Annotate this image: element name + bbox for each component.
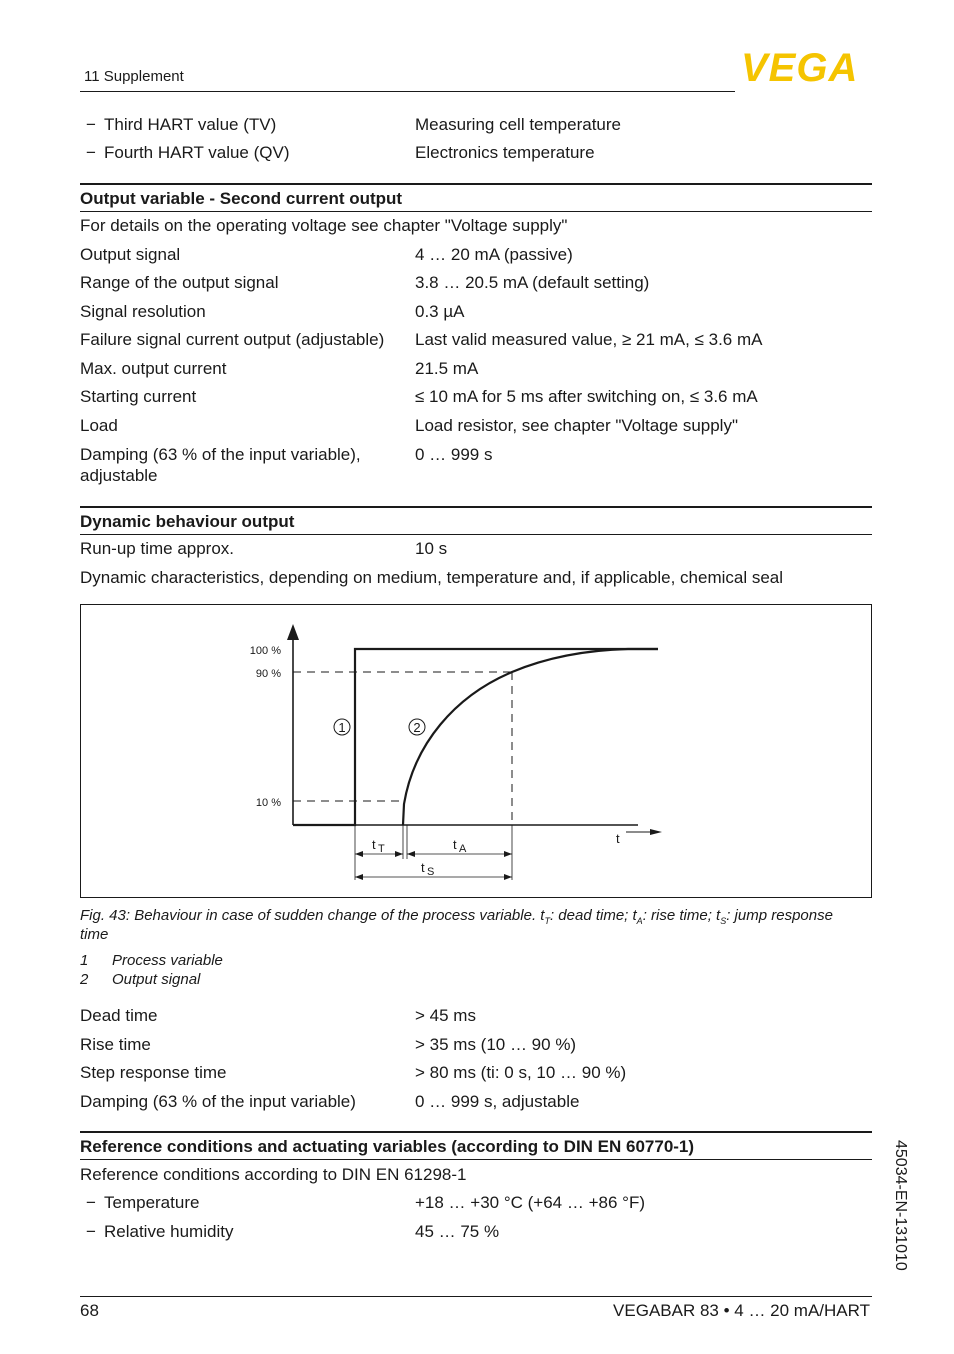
figure-caption: Fig. 43: Behaviour in case of sudden change of the process variable. $t_T$: dead time; $t_A$: rise time; $t_S$: jump response bbox=[80, 907, 833, 926]
resolution-value: 0.3 µA bbox=[415, 302, 465, 321]
range-value: 3.8 … 20.5 mA (default setting) bbox=[415, 273, 650, 292]
figure-caption-2: time bbox=[80, 926, 109, 943]
second-output-title: Output variable - Second current output bbox=[80, 189, 403, 208]
section-rule-bottom bbox=[80, 211, 872, 212]
range-label: Range of the output signal bbox=[80, 273, 279, 292]
document-id: 45034-EN-131010 bbox=[892, 1140, 909, 1271]
starting-current-label: Starting current bbox=[80, 387, 197, 406]
reference-rule-bottom bbox=[80, 1159, 872, 1160]
reference-title: Reference conditions and actuating variables (according to DIN EN 60770-1) bbox=[80, 1137, 695, 1156]
rise-time-value: > 35 ms (10 … 90 %) bbox=[415, 1035, 577, 1054]
hart-tv-label: − Third HART value (TV) bbox=[86, 115, 277, 134]
t-arrow-head bbox=[650, 829, 662, 835]
reference-rule-top bbox=[80, 1131, 872, 1133]
max-current-label: Max. output current bbox=[80, 359, 227, 378]
max-current-value: 21.5 mA bbox=[415, 359, 479, 378]
legend-text-2: Output signal bbox=[112, 971, 201, 988]
page-number: 68 bbox=[80, 1301, 99, 1320]
hart-qv-value: Electronics temperature bbox=[415, 143, 595, 162]
tS-sub: S bbox=[427, 866, 435, 878]
y-label-10: 10 % bbox=[255, 797, 281, 809]
y-label-90: 90 % bbox=[255, 668, 281, 680]
reference-note: Reference conditions according to DIN EN 61298-1 bbox=[80, 1165, 467, 1184]
output-signal-label: Output signal bbox=[80, 245, 181, 264]
tA-sub: A bbox=[459, 843, 467, 855]
y-axis-arrow bbox=[287, 624, 299, 640]
behaviour-diagram bbox=[80, 604, 872, 898]
section-rule-top bbox=[80, 183, 872, 185]
dead-time-label: Dead time bbox=[80, 1006, 158, 1025]
header-rule bbox=[80, 91, 735, 92]
marker-1-label: 1 bbox=[338, 720, 346, 735]
dead-time-value: > 45 ms bbox=[415, 1006, 476, 1025]
marker-2-label: 2 bbox=[413, 720, 421, 735]
humidity-label: − Relative humidity bbox=[86, 1222, 234, 1241]
temperature-label: − Temperature bbox=[86, 1193, 200, 1212]
failure-label: Failure signal current output (adjustable) bbox=[80, 330, 385, 349]
runup-value: 10 s bbox=[415, 539, 448, 558]
load-value: Load resistor, see chapter "Voltage supply" bbox=[415, 416, 738, 435]
starting-current-value: ≤ 10 mA for 5 ms after switching on, ≤ 3.6 mA bbox=[415, 387, 758, 406]
tA-label: t bbox=[453, 837, 457, 852]
temperature-value: +18 … +30 °C (+64 … +86 °F) bbox=[415, 1193, 645, 1212]
dynamic-rule-top bbox=[80, 506, 872, 508]
damping-label-2: adjustable bbox=[80, 466, 158, 485]
tT-sub: T bbox=[378, 843, 385, 855]
hart-tv-value: Measuring cell temperature bbox=[415, 115, 621, 134]
damping2-value: 0 … 999 s, adjustable bbox=[415, 1092, 580, 1111]
legend-num-2: 2 bbox=[80, 971, 89, 988]
product-name: VEGABAR 83 • 4 … 20 mA/HART bbox=[613, 1301, 870, 1320]
second-output-note: For details on the operating voltage see chapter "Voltage supply" bbox=[80, 216, 568, 235]
legend-num-1: 1 bbox=[80, 952, 89, 969]
resolution-label: Signal resolution bbox=[80, 302, 206, 321]
footer-rule bbox=[80, 1296, 872, 1297]
legend-text-1: Process variable bbox=[112, 952, 223, 969]
output-signal-curve bbox=[403, 649, 658, 825]
tT-label: t bbox=[372, 837, 376, 852]
step-response-value: > 80 ms (ti: 0 s, 10 … 90 %) bbox=[415, 1063, 627, 1082]
tS-label: t bbox=[421, 860, 425, 875]
section-title: 11 Supplement bbox=[84, 68, 184, 85]
damping-value: 0 … 999 s bbox=[415, 445, 493, 464]
dynamic-rule-bottom bbox=[80, 534, 872, 535]
dynamic-title: Dynamic behaviour output bbox=[80, 512, 295, 531]
behaviour-figure bbox=[80, 604, 872, 898]
output-signal-value: 4 … 20 mA (passive) bbox=[415, 245, 573, 264]
load-label: Load bbox=[80, 416, 118, 435]
x-axis-label: t bbox=[616, 831, 620, 846]
humidity-value: 45 … 75 % bbox=[415, 1222, 500, 1241]
runup-label: Run-up time approx. bbox=[80, 539, 235, 558]
damping2-label: Damping (63 % of the input variable) bbox=[80, 1092, 356, 1111]
rise-time-label: Rise time bbox=[80, 1035, 151, 1054]
dynamic-note: Dynamic characteristics, depending on medium, temperature and, if applicable, chemical seal bbox=[80, 568, 784, 587]
y-label-100: 100 % bbox=[249, 645, 281, 657]
step-response-label: Step response time bbox=[80, 1063, 227, 1082]
hart-qv-label: − Fourth HART value (QV) bbox=[86, 143, 290, 162]
damping-label: Damping (63 % of the input variable), bbox=[80, 445, 361, 464]
vega-logo: VEGA bbox=[741, 46, 859, 90]
process-variable-step bbox=[293, 649, 658, 825]
failure-value: Last valid measured value, ≥ 21 mA, ≤ 3.6 mA bbox=[415, 330, 763, 349]
